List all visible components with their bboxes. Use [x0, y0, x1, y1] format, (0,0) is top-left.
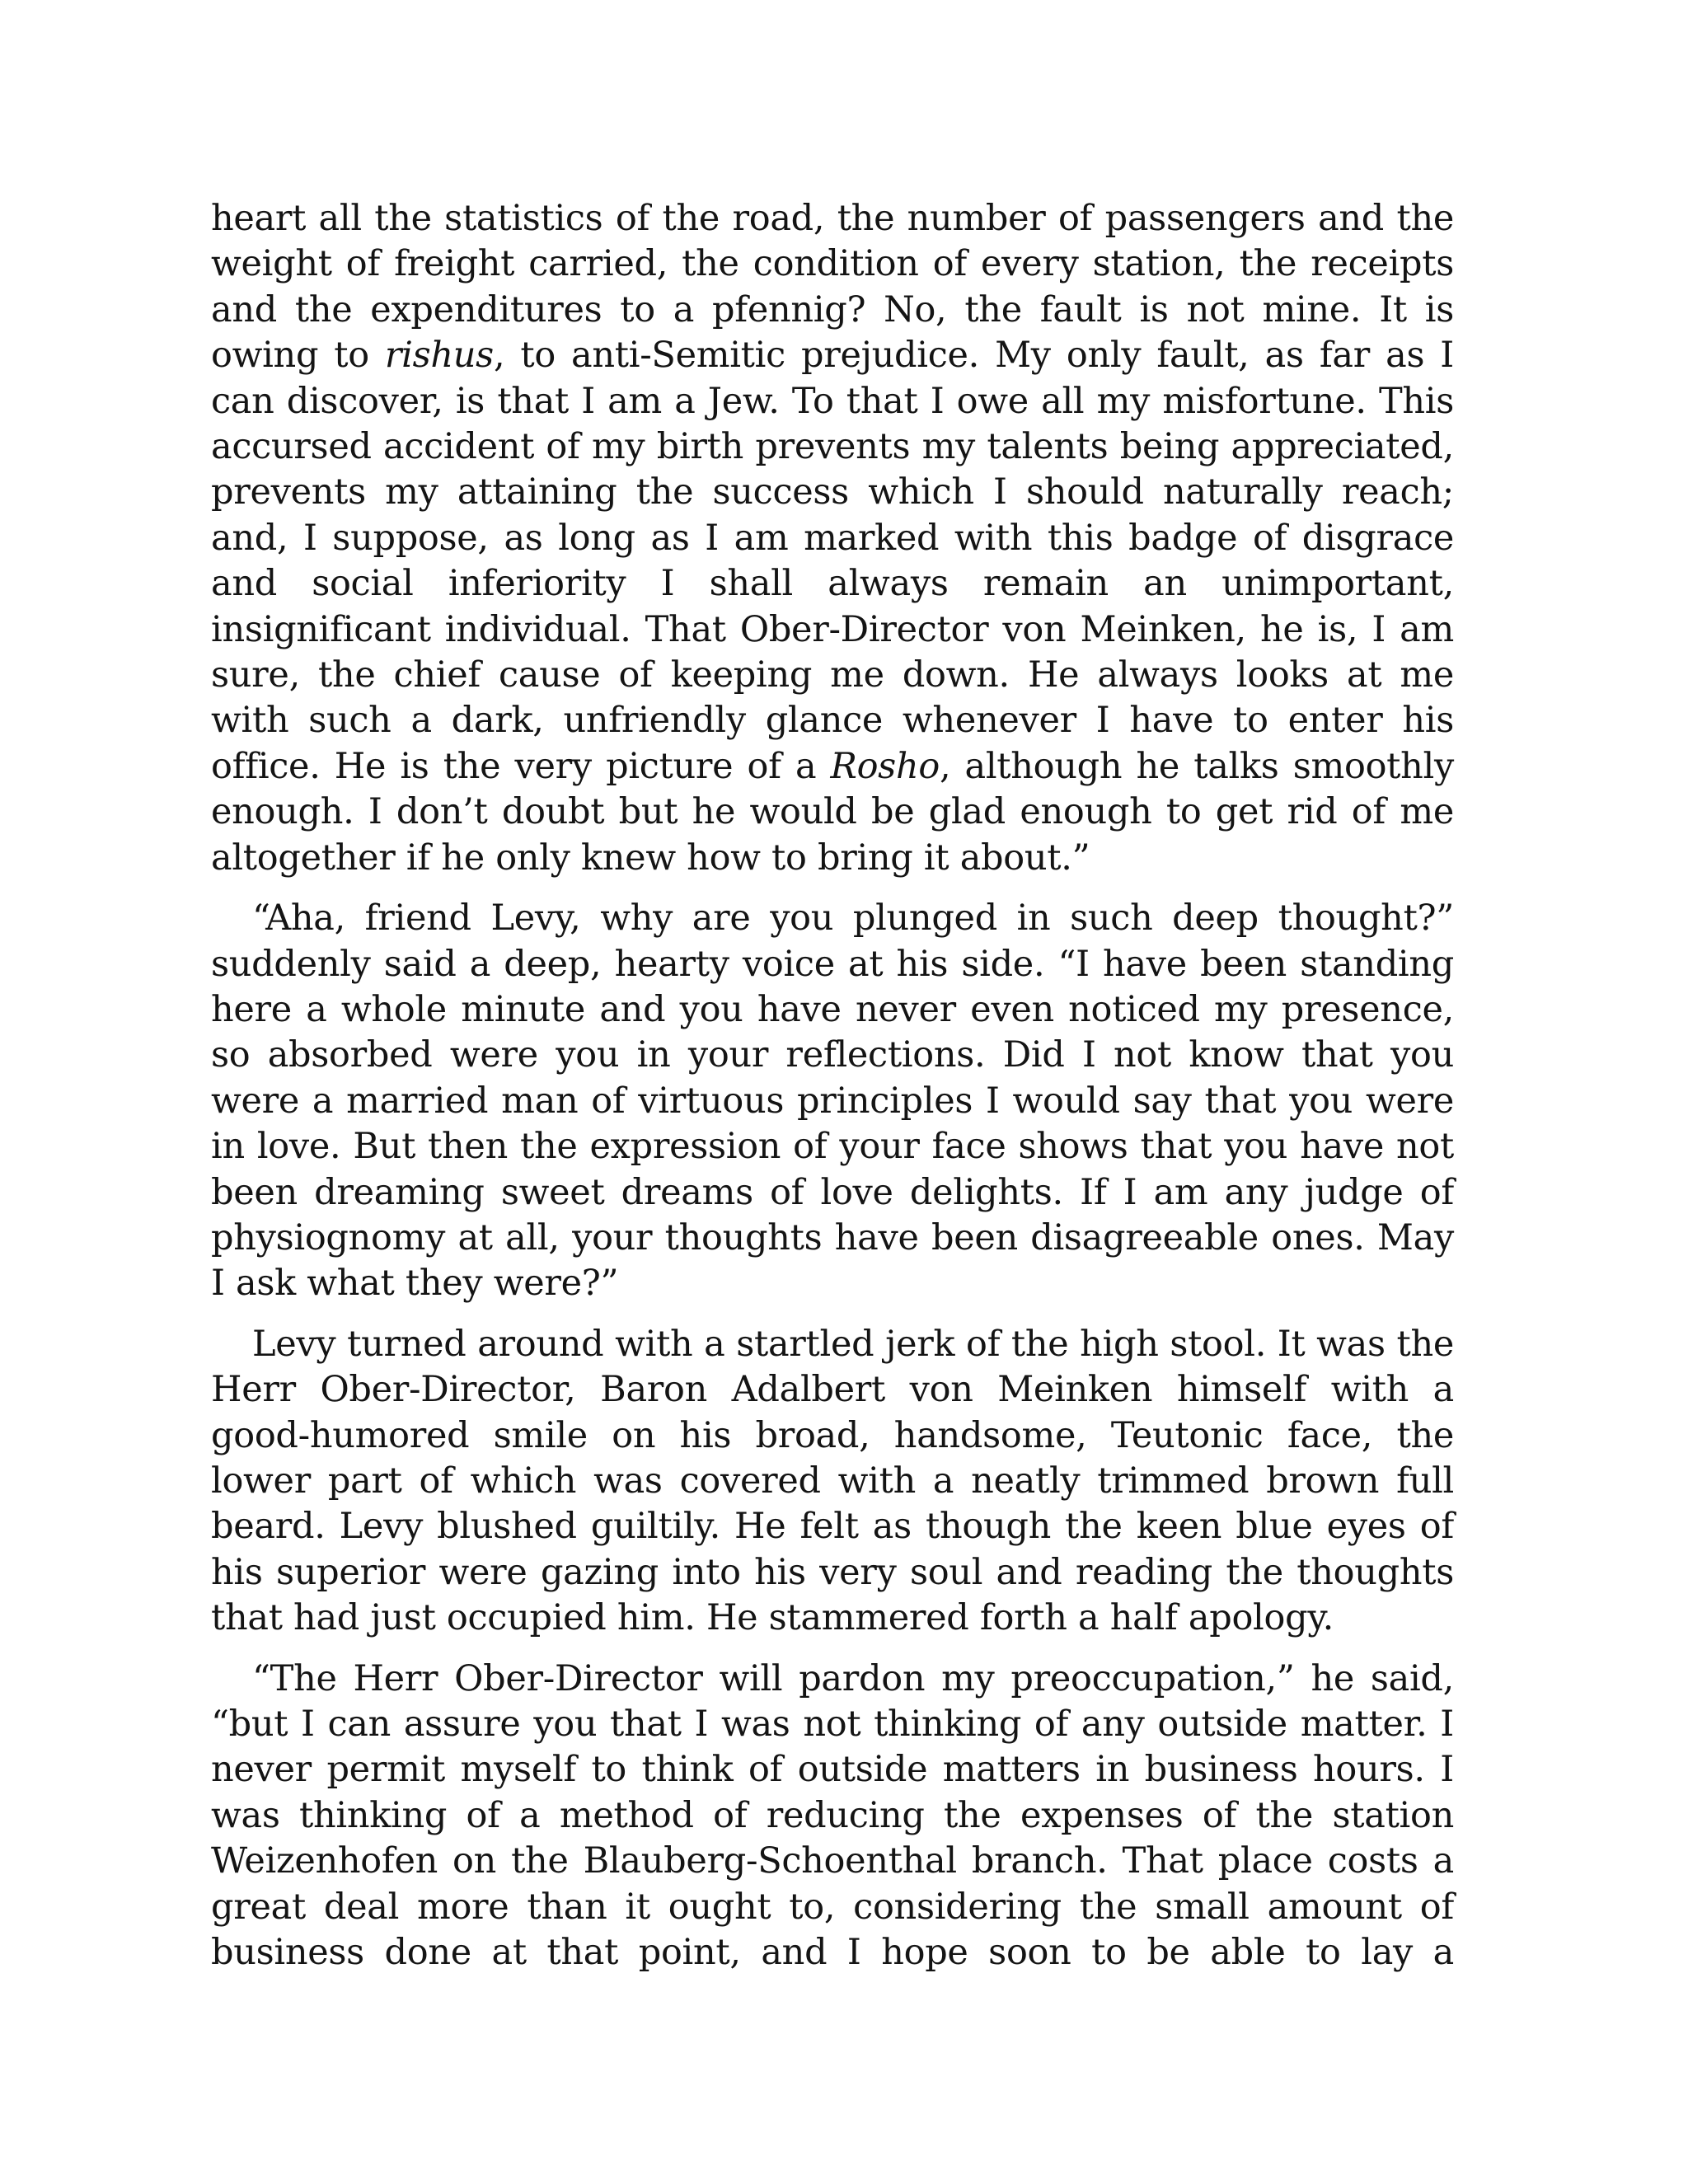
text-run: “The Herr Ober-Director will pardon my preoccupation,” he said, “but I can assure you that I was not thinking of any outside matter. I never permit myself to think of outside matters in business hours. I was thinking of a method of reducing the expenses of the station Weizenhofen on the Blauberg-Schoenthal branch. That place costs a great deal more than it ought to, considering the small amount of business done at that point, and I hope soon to be able to lay a: [211, 1657, 1454, 1974]
text-run: “Aha, friend Levy, why are you plunged in such deep thought?” suddenly said a deep, hearty voice at his side. “I have been standing here a whole minute and you have never even noticed my presence, so absorbed were you in your reflections. Did I not know that you were a married man of virtuous principles I would say that you were in love. But then the expression of your face shows that you have not been dreaming sweet dreams of love delights. If I am any judge of physiognomy at all, your thoughts have been disagreeable ones. May I ask what they were?”: [211, 898, 1454, 1305]
italic-word-rishus: rishus: [384, 335, 494, 377]
text-run: heart all the statistics of the road, the number of passengers and the weight of freight carried, the condition of every station, the receipts and the expenditures to a pfennig? No, the fault is not mine. It is owing to: [211, 198, 1454, 377]
paragraph-3: [211, 1322, 1454, 1642]
text-run: , although he talks smoothly enough. I don’t doubt but he would be glad enough to get rid of me altogether if he only knew how to bring it about.”: [211, 745, 1454, 879]
paragraph-4: [211, 1657, 1454, 1976]
paragraph-2: [211, 896, 1454, 1307]
text-run: Levy turned around with a startled jerk of the high stool. It was the Herr Ober-Director, Baron Adalbert von Meinken himself with a good-humored smile on his broad, handsome, Teutonic face, the lower part of which was covered with a neatly trimmed brown full beard. Levy blushed guiltily. He felt as though the keen blue eyes of his superior were gazing into his very soul and reading the thoughts that had just occupied him. He stammered forth a half apology.: [211, 1323, 1454, 1639]
text-run: , to anti-Semitic prejudice. My only fault, as far as I can discover, is that I am a Jew. To that I owe all my misfortune. This accursed accident of my birth prevents my talents being appreciated, prevents my attaining the success which I should naturally reach; and, I suppose, as long as I am marked with this badge of disgrace and social inferiority I shall always remain an unimportant, insignificant individual. That Ober-Director von Meinken, he is, I am sure, the chief cause of keeping me down. He always looks at me with such a dark, unfriendly glance whenever I have to enter his office. He is the very picture of a: [211, 335, 1454, 787]
page-body: [211, 196, 1454, 1975]
italic-word-rosho: Rosho: [830, 745, 940, 787]
paragraph-1: [211, 196, 1454, 881]
